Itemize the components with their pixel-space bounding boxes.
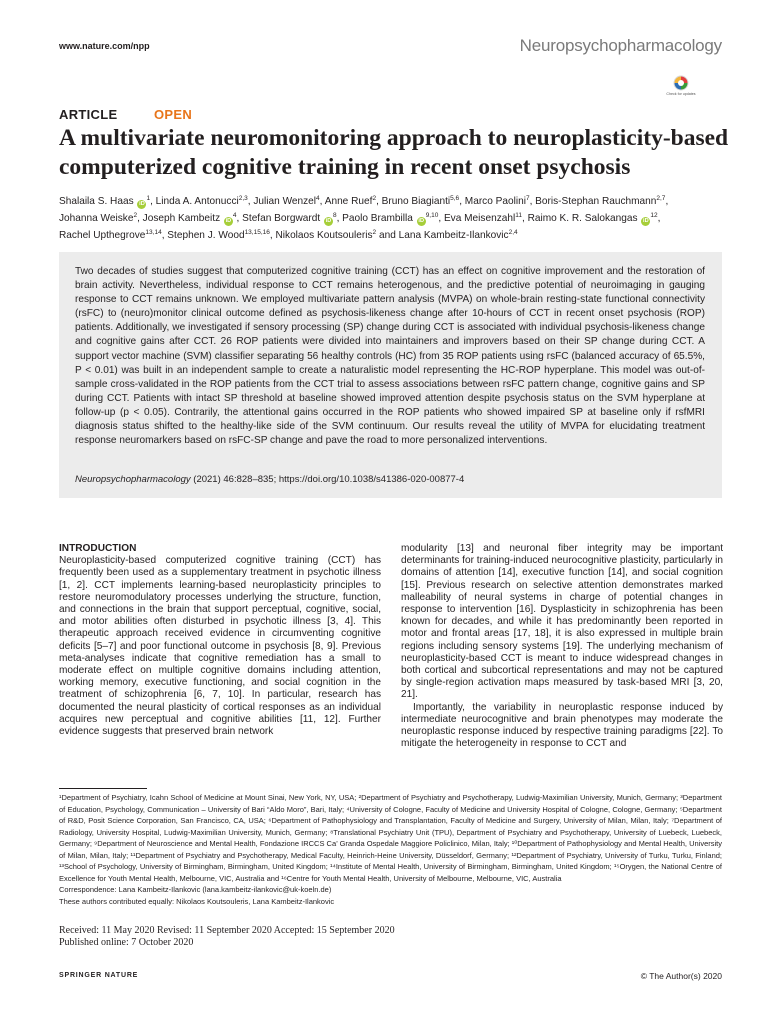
site-url-link[interactable]: www.nature.com/npp [59,41,150,51]
author-line-3: Rachel Upthegrove$^{13,14}$, Stephen J. Wood$^{13,15,16}$, Nikolaos Koutsouleris$^2$ and Lana Kambeitz-Ilankovic$^{2,4}$ [59,229,518,241]
correspondence-line[interactable]: Correspondence: Lana Kambeitz-Ilankovic (lana.kambeitz-ilankovic@uk-koeln.de) [59,885,332,894]
crossmark-label: Check for updates [666,92,696,96]
open-access-label: OPEN [154,107,193,122]
body-paragraph: Neuroplasticity-based computerized cognitive training (CCT) has frequently been used as a supplementary treatment in psychotic illness [1, 2]. CCT implements learning-based neuroplasticity principles to restore neuromodulatory processes underlying the structure, function, and connections in the brain that support perceptual, cognitive, social, and motor abilities often disturbed in psychotic illness [3, 4]. This therapeutic approach received evidence in circumventing cognitive deficits [5–7] and poor functional outcome in psychosis [8, 9]. Previous meta-analyses indicate that cognitive remediation has a small to moderate effect on multiple cognitive domains including attention, working memory, executive functioning, and social cognition in the treatment of schizophrenia [6, 7, 10]. In particular, research has documented the neural plasticity of cortical responses as an individual acquires new perceptual and cognitive abilities [11, 12]. Further evidence suggests that preserved brain network [59,555,381,738]
citation-journal: Neuropsychopharmacology [75,474,191,485]
copyright-notice: © The Author(s) 2020 [640,971,722,981]
body-paragraph: modularity [13] and neuronal fiber integrity may be important determinants for training-induced neurocognitive plasticity, particularly in domains of attention [14], executive function [14], and social cognition [15]. Previous research on selective attention demonstrates marked malleability of neural systems in charge of potential changes in response to intervention [16]. Dysplasticity in schizophrenia has been known for decades, and while it has predominantly been reported in motor and frontal areas [17, 18], it is also expressed in multiple brain regions including sensory systems [19]. The underlying mechanism of neuroplasticity-based CCT is meant to induce widespread changes in both cortical and subcortical representations and may not be captured by single-region activation maps measured by task-based MRI [3, 20, 21]. [401,543,723,701]
orcid-icon[interactable]: iD [418,218,424,224]
section-heading-introduction: INTRODUCTION [59,543,137,554]
author-list [59,193,729,244]
body-column-right [401,543,723,750]
orcid-icon[interactable]: iD [325,218,332,224]
springer-nature-logo: SPRINGER NATURE [59,972,139,979]
citation-line [75,474,464,485]
body-paragraph: Importantly, the variability in neuroplastic response induced by intermediate neurocognitive and brain phenotypes may moderate the neuroplastic response induced by respective training paradigms [22]. To mitigate the heterogeneity in response to CCT and [401,701,723,750]
published-date: Published online: 7 October 2020 [59,937,194,948]
article-title: A multivariate neuromonitoring approach to neuroplasticity-based computerized cognitive training in recent onset psychosis [59,125,729,180]
orcid-icon[interactable]: iD [643,218,649,224]
footnote-divider [59,788,147,789]
check-for-updates-badge[interactable] [666,75,696,103]
affiliations-footnotes [59,792,722,907]
abstract-text: Two decades of studies suggest that computerized cognitive training (CCT) has an effect on cognitive improvement and the restoration of brain activity. Nevertheless, individual response to CCT remains heterogenous, and the predictive potential of neuroimaging in gauging response to CCT remains unknown. We employed multivariate pattern analysis (MVPA) on whole-brain resting-state functional connectivity (rsFC) to (neuro)monitor clinical outcome defined as psychosis-likeness change after 10-hours of CCT in recent onset psychosis (ROP) patients. Additionally, we investigated if sensory processing (SP) change during CCT is associated with individual psychosis-likeness change and cognitive gains after CCT. 26 ROP patients were divided into maintainers and improvers based on their SP change during CCT. A support vector machine (SVM) classifier separating 56 healthy controls (HC) from 35 ROP patients using rsFC (balanced accuracy of 65.5%, P < 0.01) was built in an independent sample to create a naturalistic model representing the HC-ROP hyperplane. This model was out-of-sample cross-validated in the ROP patients from the CCT trial to assess associations between rsFC pattern change, cognitive gains and SP during CCT. Patients with intact SP threshold at baseline showed improved attention despite psychosis status on the SVM hyperplane at follow-up (p < 0.05). Contrarily, the attentional gains occurred in the ROP patients who showed impaired SP at baseline only if rsfMRI diagnosis status shifted to the healthy-like side of the SVM continuum. Our results reveal the utility of MVPA for elucidating treatment response neuromarkers based on rsFC-SP change and pave the road to more personalized interventions. [75,266,705,447]
author-line-2: Johanna Weiske$^2$, Joseph Kambeitz $iD^4$, Stefan Borgwardt $iD^8$, Paolo Brambilla iD$^{9,10}$, Eva Meisenzahl$^{11}$, Raimo K. R. Salokangas $iD^{12}$, [59,212,661,224]
page-header [59,36,722,62]
affiliations-text: ¹Department of Psychiatry, Icahn School of Medicine at Mount Sinai, New York, NY, USA; ²Department of Psychiatry and Psychotherapy, Ludwig-Maximilian University, Munich, Germany; ³Department of Education, Psychology, Communication – University of Bari “Aldo Moro”, Bari, Italy; ⁴University of Cologne, Faculty of Medicine and University Hospital of Cologne, Cologne, Germany; ⁵Department of R&D, Posit Science Corporation, San Francisco, CA, USA; ⁶Department of Pathophysiology and Transplantation, Faculty of Medicine and Surgery, University of Milan, Milan, Italy; ⁷Department of Radiology, University Hospital, Ludwig-Maximilian University, Munich, Germany; ⁸Translational Psychiatry Unit (TPU), Department of Psychiatry and Psychotherapy, University of Luebeck, Luebeck, Germany; ⁹Department of Neuroscience and Mental Health, Fondazione IRCCS Ca’ Granda Ospedale Maggiore Policlinico, Milan, Italy; ¹⁰Department of Pathophysiology and Mental Health, University of Milan, Milan, Italy; ¹¹Department of Psychiatry and Psychotherapy, Medical Faculty, Heinrich-Heine University, Düsseldorf, Germany; ¹²Department of Psychiatry, University of Turku, Turku, Finland; ¹³School of Psychology, University of Birmingham, Birmingham, United Kingdom; ¹⁴Institute of Mental Health, University of Birmingham, Birmingham, United Kingdom; ¹⁵Orygen, the National Centre of Excellence for Youth Mental Health, Melbourne, VIC, Australia and ¹⁶Centre for Youth Mental Health, University of Melbourne, Melbourne, VIC, Australia [59,793,722,883]
citation-doi[interactable]: (2021) 46:828–835; https://doi.org/10.1038/s41386-020-00877-4 [190,474,465,485]
body-column-left [59,543,381,738]
crossmark-icon [673,75,689,91]
article-type-label: ARTICLE [59,107,118,122]
author-line-1: Shalaila S. Haas $iD^1$, Linda A. Antonucci$^{2,3}$, Julian Wenzel$^4$, Anne Ruef$^2$, Bruno Biagianti$^{5,6}$, Marco Paolini$^7$, Boris-Stephan Rauchmann$^{2,7}$, [59,195,669,207]
journal-name: Neuropsychopharmacology [519,36,722,55]
orcid-icon[interactable]: iD [225,218,232,224]
orcid-icon[interactable]: iD [139,201,145,207]
received-dates: Received: 11 May 2020 Revised: 11 September 2020 Accepted: 15 September 2020 [59,925,395,936]
equal-contribution-line: These authors contributed equally: Nikolaos Koutsouleris, Lana Kambeitz-Ilankovic [59,896,335,906]
publication-dates [59,925,395,949]
abstract-panel [59,252,722,498]
